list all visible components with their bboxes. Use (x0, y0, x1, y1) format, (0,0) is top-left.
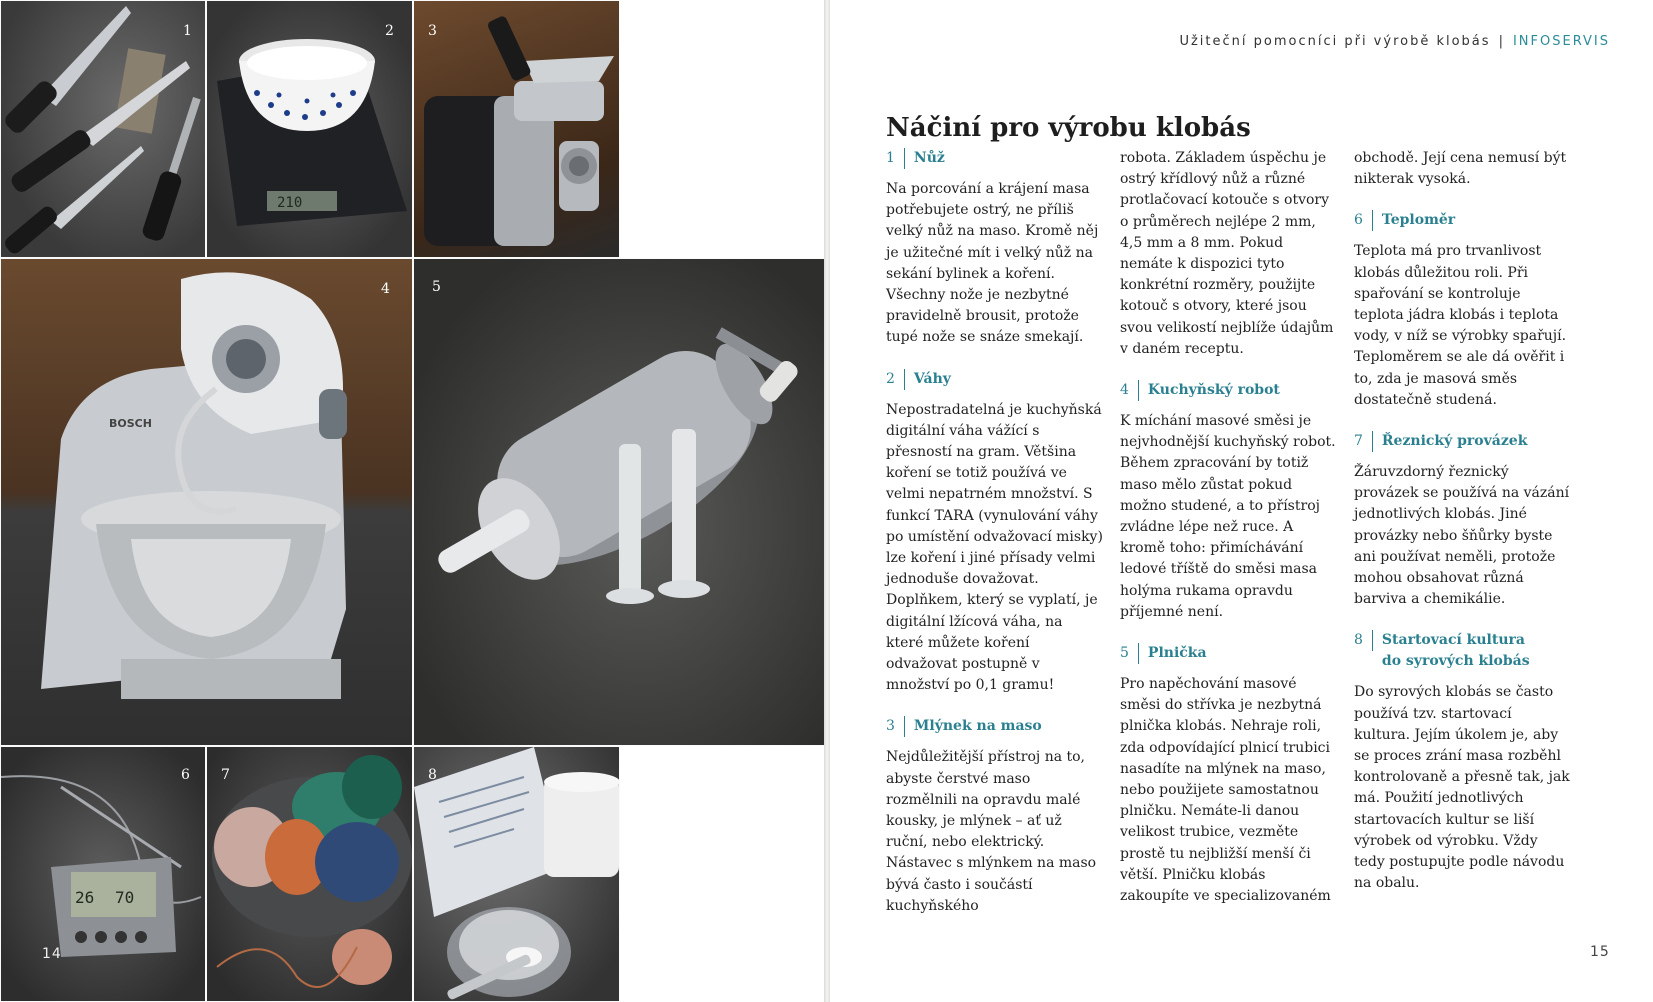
section-number: 6 (1354, 210, 1373, 231)
section-title: Teploměr (1381, 212, 1456, 229)
body-paragraph: Žáruvzdorný řeznický provázek se používá na vázání jednotlivých klobás. Jiné provázky nebo šňůrky byste ani používat neměli, protože mohou obsahovat různá barviva a chemikálie. (1354, 464, 1570, 608)
text-column-3 (1354, 148, 1572, 914)
photo-sausage-stuffer (413, 258, 826, 746)
section-title: Kuchyňský robot (1147, 382, 1280, 399)
section-title: Řeznický provázek (1381, 433, 1528, 450)
article-title: Náčiní pro výrobu klobás (886, 113, 1251, 144)
photo-number: 6 (181, 767, 190, 783)
sausage-stuffer-icon (414, 259, 826, 746)
body-paragraph: robota. Základem úspěchu je ostrý křídlový nůž a různé protlačovací kotouče s otvory o průměrech nejlépe 2 mm, 4,5 mm a 8 mm. Pokud nemáte k dispozici tyto konkrétní rozměry, použijte kotouč s otvory, které jsou svou velikostí nejblíže údajům v daném receptu. (1120, 150, 1334, 357)
body-paragraph: Na porcování a krájení masa potřebujete ostrý, ne příliš velký nůž na maso. Kromě něj je užitečné mít i velký nůž na sekání bylinek a koření. Všechny nože je nezbytné pravidelně brousit, protože tupé nože se snáze smekají. (886, 181, 1099, 346)
section-title: Startovací kultura do syrových klobás (1381, 632, 1530, 670)
page-number-left: 14 (42, 946, 62, 962)
photo-scale (206, 0, 413, 258)
page-number-right: 15 (1590, 944, 1610, 960)
knives-icon (1, 1, 206, 258)
twine-icon (207, 747, 413, 1002)
section-title: Plnička (1147, 645, 1207, 662)
section-number: 1 (886, 148, 905, 169)
photo-number: 8 (428, 767, 437, 783)
section-heading (886, 148, 1104, 169)
photo-starter-culture (413, 746, 620, 1002)
scale-display-value: 210 (277, 195, 303, 211)
photo-number: 5 (432, 279, 441, 295)
section-number: 3 (886, 716, 905, 737)
food-processor-icon (1, 259, 413, 746)
photo-meat-grinder (413, 0, 620, 258)
section-title: Mlýnek na maso (913, 718, 1042, 735)
kitchen-scale-icon (207, 1, 413, 258)
photo-number: 2 (385, 23, 394, 39)
photo-number: 3 (428, 23, 437, 39)
photo-number: 4 (381, 281, 390, 297)
photo-food-processor (0, 258, 413, 746)
section-heading (1354, 210, 1572, 231)
text-column-1 (886, 148, 1104, 937)
section-number: 5 (1120, 643, 1139, 664)
section-heading (1354, 630, 1572, 672)
meat-grinder-icon (414, 1, 620, 258)
body-paragraph: Teplota má pro trvanlivost klobás důležitou roli. Při spařování se kontroluje teplota jádra klobás i teplota vody, v níž se výrobky spařují. Teploměrem se ale dá ověřit i to, zda je masová směs dostatečně studená. (1354, 243, 1567, 408)
section-title: Váhy (913, 370, 951, 387)
thermometer-left-value: 26 (75, 888, 95, 907)
starter-culture-icon (414, 747, 620, 1002)
running-head-separator: | (1498, 34, 1505, 49)
section-number: 2 (886, 369, 905, 390)
photo-thermometer (0, 746, 206, 1002)
section-number: 7 (1354, 431, 1373, 452)
section-heading (886, 716, 1104, 737)
body-paragraph: K míchání masové směsi je nejvhodnější kuchyňský robot. Během zpracování by totiž maso mělo zůstat pokud možno studené, a to přístroj zvládne lépe než ruce. A kromě toho: přimíchávání ledové tříště do směsi masa holýma rukama opravdu příjemné není. (1120, 413, 1336, 620)
section-heading (1354, 431, 1572, 452)
running-head (1170, 34, 1610, 49)
section-number: 4 (1120, 380, 1139, 401)
body-paragraph: Do syrových klobás se často používá tzv. startovací kultura. Jejím úkolem je, aby se proces zrání masa rozběhl kontrolovaně a přesně tak, jak má. Použití jednotlivých startovacích kultur se liší výrobek od výrobku. Vždy tedy postupujte podle návodu na obalu. (1354, 684, 1570, 892)
section-heading (886, 369, 1104, 390)
brand-label: BOSCH (109, 417, 152, 430)
body-paragraph: Pro napěchování masové směsi do střívka je nezbytná plnička klobás. Nehraje roli, zda odpovídající plnicí trubici nasadíte na mlýnek na maso, nebo použijete samostatnou plničku. Nemáte-li danou velikost trubice, vezměte prostě tu nejbližší menší či větší. Plničku klobás zakoupíte ve specializovaném (1120, 676, 1331, 905)
photo-twine (206, 746, 413, 1002)
body-paragraph: Nepostradatelná je kuchyňská digitální váha vážící s přesností na gram. Většina koření se totiž používá ve velmi nepatrném množství. S funkcí TARA (vynulování váhy po umístění odvažovací misky) lze koření i jiné přísady velmi jednoduše dovažovat. Doplňkem, který se vyplatí, je digitální lžícová váha, na které můžete koření odvažovat postupně v množství po 0,1 gramu! (886, 401, 1103, 694)
thermometer-right-value: 70 (115, 888, 135, 907)
body-paragraph: Nejdůležitější přístroj na to, abyste čerstvé maso rozmělnili na opravdu malé kousky, je mlýnek – ať už ruční, nebo elektrický. Nástavec s mlýnkem na maso bývá často i součástí kuchyňského (886, 749, 1097, 914)
section-number: 8 (1354, 630, 1373, 651)
body-paragraph: obchodě. Její cena nemusí být nikterak vysoká. (1354, 150, 1567, 188)
section-title: Nůž (913, 150, 945, 166)
left-page (0, 0, 824, 1002)
section-heading (1120, 380, 1338, 401)
running-title: Užiteční pomocníci při výrobě klobás (1179, 34, 1491, 49)
section-heading (1120, 643, 1338, 664)
photo-number: 7 (221, 767, 230, 783)
section-label: INFOSERVIS (1512, 34, 1610, 49)
photo-knives (0, 0, 206, 258)
thermometer-icon (1, 747, 206, 1002)
text-column-2 (1120, 148, 1338, 927)
photo-number: 1 (183, 23, 192, 39)
